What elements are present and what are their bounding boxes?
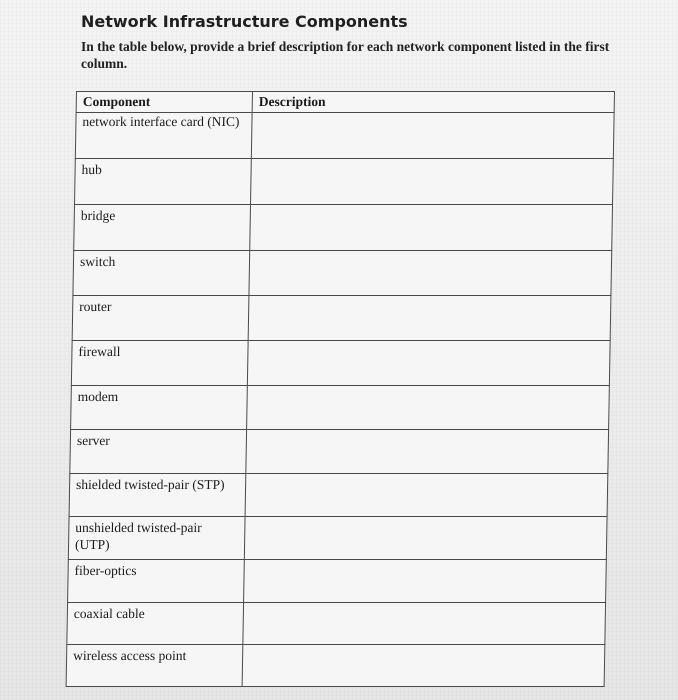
table-row [68, 560, 607, 603]
table-row [72, 296, 611, 341]
component-cell: firewall [71, 341, 248, 386]
table-row [67, 603, 606, 645]
table-row [68, 517, 607, 560]
description-cell[interactable] [244, 560, 607, 603]
description-cell[interactable] [251, 159, 614, 205]
table-row [69, 474, 608, 517]
component-cell: shielded twisted-pair (STP) [69, 474, 246, 517]
column-header-description: Description [252, 92, 614, 113]
description-cell[interactable] [249, 251, 612, 296]
description-cell[interactable] [248, 296, 611, 341]
components-table-container [66, 91, 614, 679]
description-cell[interactable] [245, 474, 608, 517]
component-cell: bridge [74, 205, 251, 251]
component-cell: modem [71, 386, 248, 430]
description-cell[interactable] [244, 517, 607, 560]
table-row [74, 205, 613, 251]
table-row [75, 113, 614, 159]
description-cell[interactable] [246, 430, 609, 474]
component-cell: fiber-optics [68, 560, 245, 603]
column-header-component: Component [76, 92, 252, 113]
component-cell: router [72, 296, 249, 341]
component-cell: switch [73, 251, 250, 296]
description-cell[interactable] [243, 603, 606, 645]
component-cell: unshielded twisted-pair (UTP) [68, 517, 245, 560]
document-title: Network Infrastructure Components [81, 12, 408, 31]
table-row [71, 341, 610, 386]
description-cell[interactable] [242, 645, 605, 687]
table-row [73, 251, 612, 296]
component-cell: coaxial cable [67, 603, 244, 645]
table-header-row [76, 92, 614, 113]
description-cell[interactable] [250, 205, 613, 251]
component-cell: hub [75, 159, 252, 205]
description-cell[interactable] [251, 113, 614, 159]
instructions-text: In the table below, provide a brief description for each network component listed in the first column. [81, 39, 610, 71]
table-row [75, 159, 614, 205]
table-row [71, 386, 610, 430]
components-table [66, 91, 615, 687]
component-cell: network interface card (NIC) [75, 113, 252, 159]
component-cell: server [70, 430, 247, 474]
table-row [70, 430, 609, 474]
description-cell[interactable] [247, 386, 610, 430]
description-cell[interactable] [247, 341, 610, 386]
table-row [66, 645, 605, 687]
component-cell: wireless access point [66, 645, 243, 687]
